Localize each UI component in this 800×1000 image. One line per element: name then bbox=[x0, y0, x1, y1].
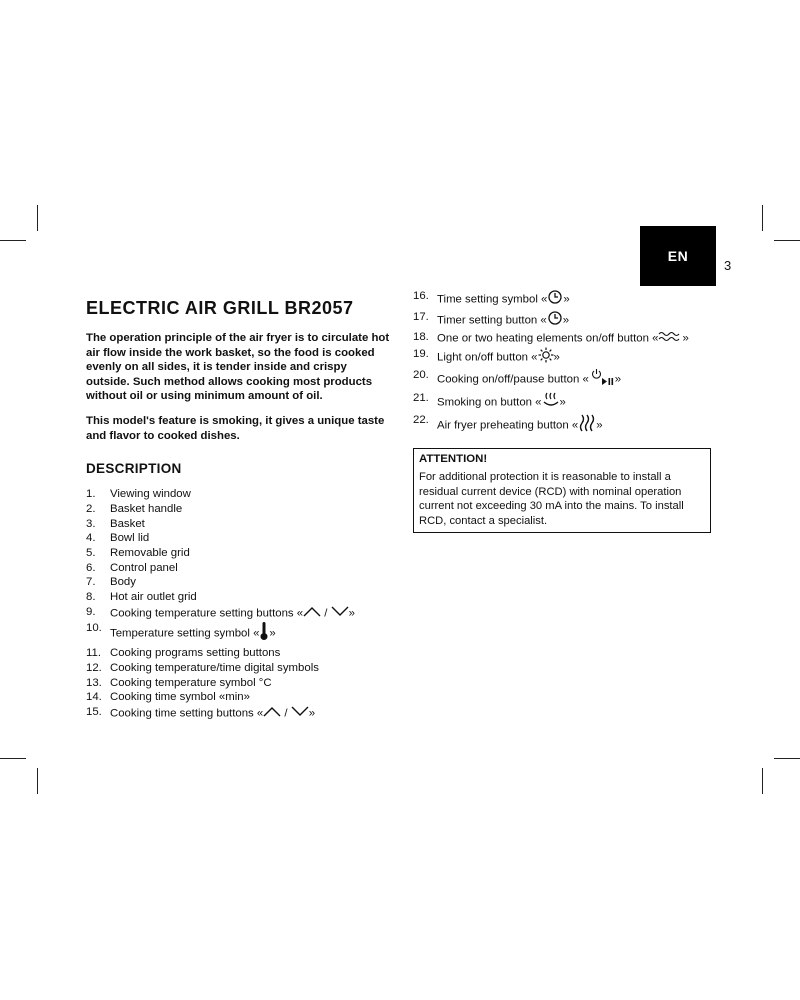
list-item-label: Light on/off button « bbox=[437, 351, 538, 364]
list-item-label: Bowl lid bbox=[110, 532, 150, 545]
list-item-label: Cooking time setting buttons « bbox=[110, 707, 264, 720]
list-item-body bbox=[437, 289, 570, 310]
list-item-body bbox=[110, 621, 276, 646]
list-item-body bbox=[437, 413, 603, 438]
crop-mark bbox=[0, 758, 26, 759]
list-item bbox=[86, 502, 391, 517]
icon-separator: / bbox=[281, 707, 291, 720]
crop-mark bbox=[762, 205, 763, 231]
language-tab: EN bbox=[640, 226, 716, 286]
description-list-continued bbox=[413, 289, 723, 438]
list-item-body bbox=[110, 546, 190, 561]
list-item-suffix: » bbox=[682, 332, 689, 345]
list-item-number: 10. bbox=[86, 622, 102, 635]
list-item-suffix: » bbox=[596, 419, 603, 432]
feature-paragraph: This model's feature is smoking, it gives a unique taste and flavor to cooked dishes. bbox=[86, 414, 385, 442]
list-item-body bbox=[110, 502, 182, 517]
list-item-body bbox=[110, 705, 315, 722]
list-item-label: Viewing window bbox=[110, 488, 191, 501]
list-item-body bbox=[437, 330, 689, 347]
list-item-label: Timer setting button « bbox=[437, 314, 547, 327]
thermometer-icon bbox=[259, 621, 269, 646]
list-item bbox=[413, 413, 723, 438]
list-item-number: 16. bbox=[413, 290, 429, 302]
attention-box bbox=[413, 448, 711, 533]
list-item-number: 8. bbox=[86, 591, 96, 604]
list-item-number: 18. bbox=[413, 331, 429, 344]
list-item-body bbox=[110, 661, 319, 676]
heating-element-icon bbox=[658, 330, 682, 347]
list-item-body bbox=[110, 517, 145, 532]
list-item-label: Cooking temperature/time digital symbols bbox=[110, 661, 319, 674]
list-item-body bbox=[437, 391, 566, 414]
list-item bbox=[413, 289, 723, 310]
list-item-suffix: » bbox=[563, 293, 570, 306]
list-item-number: 3. bbox=[86, 517, 96, 530]
list-item-number: 15. bbox=[86, 706, 102, 718]
list-item-suffix: » bbox=[559, 395, 566, 408]
list-item bbox=[86, 590, 391, 605]
list-item-number: 11. bbox=[86, 647, 101, 660]
page-number: 3 bbox=[724, 258, 732, 273]
list-item-suffix: » bbox=[553, 351, 560, 364]
list-item-body bbox=[110, 590, 197, 605]
clock-icon bbox=[547, 289, 563, 310]
list-item-label: Cooking programs setting buttons bbox=[110, 647, 281, 660]
list-item-number: 2. bbox=[86, 502, 96, 515]
description-heading: DESCRIPTION bbox=[86, 461, 182, 477]
list-item bbox=[86, 705, 391, 722]
list-item-body bbox=[110, 561, 178, 576]
crop-mark bbox=[37, 768, 38, 794]
list-item-label: Body bbox=[110, 576, 136, 589]
crop-mark bbox=[774, 240, 800, 241]
list-item bbox=[413, 330, 723, 347]
list-item-label: Cooking time symbol «min» bbox=[110, 691, 250, 704]
list-item-label: Cooking temperature symbol °C bbox=[110, 676, 272, 689]
list-item-label: Removable grid bbox=[110, 546, 190, 559]
crop-mark bbox=[774, 758, 800, 759]
list-item-suffix: » bbox=[348, 607, 355, 620]
smoke-icon bbox=[542, 391, 560, 414]
list-item-body bbox=[110, 646, 280, 661]
list-item-body bbox=[437, 347, 560, 368]
list-item bbox=[413, 310, 723, 331]
list-item-label: Air fryer preheating button « bbox=[437, 419, 579, 432]
attention-title: ATTENTION! bbox=[419, 452, 488, 465]
list-item-label: Control panel bbox=[110, 561, 178, 574]
arrow-up-icon bbox=[303, 605, 321, 622]
list-item-number: 12. bbox=[86, 661, 102, 674]
list-item bbox=[86, 517, 391, 532]
list-item-label: Cooking on/off/pause button « bbox=[437, 373, 589, 386]
list-item bbox=[413, 368, 723, 391]
list-item-number: 14. bbox=[86, 691, 102, 704]
list-item-suffix: » bbox=[269, 627, 276, 640]
list-item bbox=[86, 621, 391, 646]
light-icon bbox=[538, 347, 554, 368]
list-item bbox=[86, 646, 391, 661]
crop-mark bbox=[37, 205, 38, 231]
arrow-up-icon bbox=[263, 705, 281, 722]
list-item-number: 7. bbox=[86, 576, 96, 589]
page-title: ELECTRIC AIR GRILL BR2057 bbox=[86, 298, 354, 318]
clock-icon bbox=[547, 310, 563, 331]
right-column bbox=[413, 289, 723, 533]
list-item bbox=[413, 391, 723, 414]
list-item-label: Basket handle bbox=[110, 502, 183, 515]
list-item-number: 19. bbox=[413, 348, 429, 361]
list-item bbox=[86, 676, 391, 691]
list-item-body bbox=[437, 368, 621, 391]
list-item-suffix: » bbox=[614, 373, 622, 386]
list-item-body bbox=[110, 575, 136, 590]
icon-separator: / bbox=[321, 607, 331, 620]
list-item-label: Smoking on button « bbox=[437, 395, 542, 408]
list-item-label: Time setting symbol « bbox=[437, 293, 548, 306]
crop-mark bbox=[0, 240, 26, 241]
list-item-label: Cooking temperature setting buttons « bbox=[110, 607, 304, 620]
list-item bbox=[86, 531, 391, 546]
list-item-number: 4. bbox=[86, 532, 96, 545]
list-item bbox=[86, 575, 391, 590]
list-item-label: Temperature setting symbol « bbox=[110, 627, 260, 640]
list-item-label: One or two heating elements on/off button « bbox=[437, 332, 659, 345]
list-item-number: 22. bbox=[413, 414, 429, 427]
list-item-number: 17. bbox=[413, 310, 429, 323]
list-item-number: 5. bbox=[86, 546, 96, 559]
list-item-number: 20. bbox=[413, 368, 429, 381]
preheat-icon bbox=[578, 413, 596, 438]
list-item bbox=[86, 546, 391, 561]
list-item-body bbox=[110, 605, 355, 622]
list-item bbox=[86, 487, 391, 502]
list-item-number: 6. bbox=[86, 561, 96, 574]
list-item-body bbox=[110, 487, 191, 502]
arrow-down-icon bbox=[291, 705, 309, 722]
list-item bbox=[413, 347, 723, 368]
list-item-label: Basket bbox=[110, 517, 145, 530]
list-item-suffix: » bbox=[308, 707, 316, 720]
intro-paragraph: The operation principle of the air fryer is to circulate hot air flow inside the work basket, so the food is cooked evenly on all sides, it is tender inside and crispy outside. Such method allows cooking most products without oil or using minimum amount of oil. bbox=[86, 332, 390, 403]
list-item-body bbox=[110, 690, 250, 705]
list-item-number: 1. bbox=[86, 488, 96, 501]
list-item-body bbox=[110, 531, 149, 546]
list-item-number: 13. bbox=[86, 676, 102, 689]
crop-mark bbox=[762, 768, 763, 794]
power-play-pause-icon bbox=[589, 368, 615, 391]
list-item bbox=[86, 561, 391, 576]
list-item-label: Hot air outlet grid bbox=[110, 591, 197, 604]
attention-text: For additional protection it is reasonable to install a residual current device (RCD) with nominal operation current not exceeding 30 mA into the mains. To install RCD, contact a specialist. bbox=[419, 470, 684, 527]
list-item-body bbox=[437, 310, 569, 331]
list-item-suffix: » bbox=[562, 314, 570, 327]
list-item bbox=[86, 661, 391, 676]
description-list bbox=[86, 487, 391, 722]
list-item-number: 9. bbox=[86, 605, 96, 618]
list-item-body bbox=[110, 676, 272, 691]
left-column bbox=[86, 298, 391, 722]
list-item bbox=[86, 605, 391, 622]
list-item-number: 21. bbox=[413, 391, 429, 404]
list-item bbox=[86, 690, 391, 705]
arrow-down-icon bbox=[331, 605, 349, 622]
